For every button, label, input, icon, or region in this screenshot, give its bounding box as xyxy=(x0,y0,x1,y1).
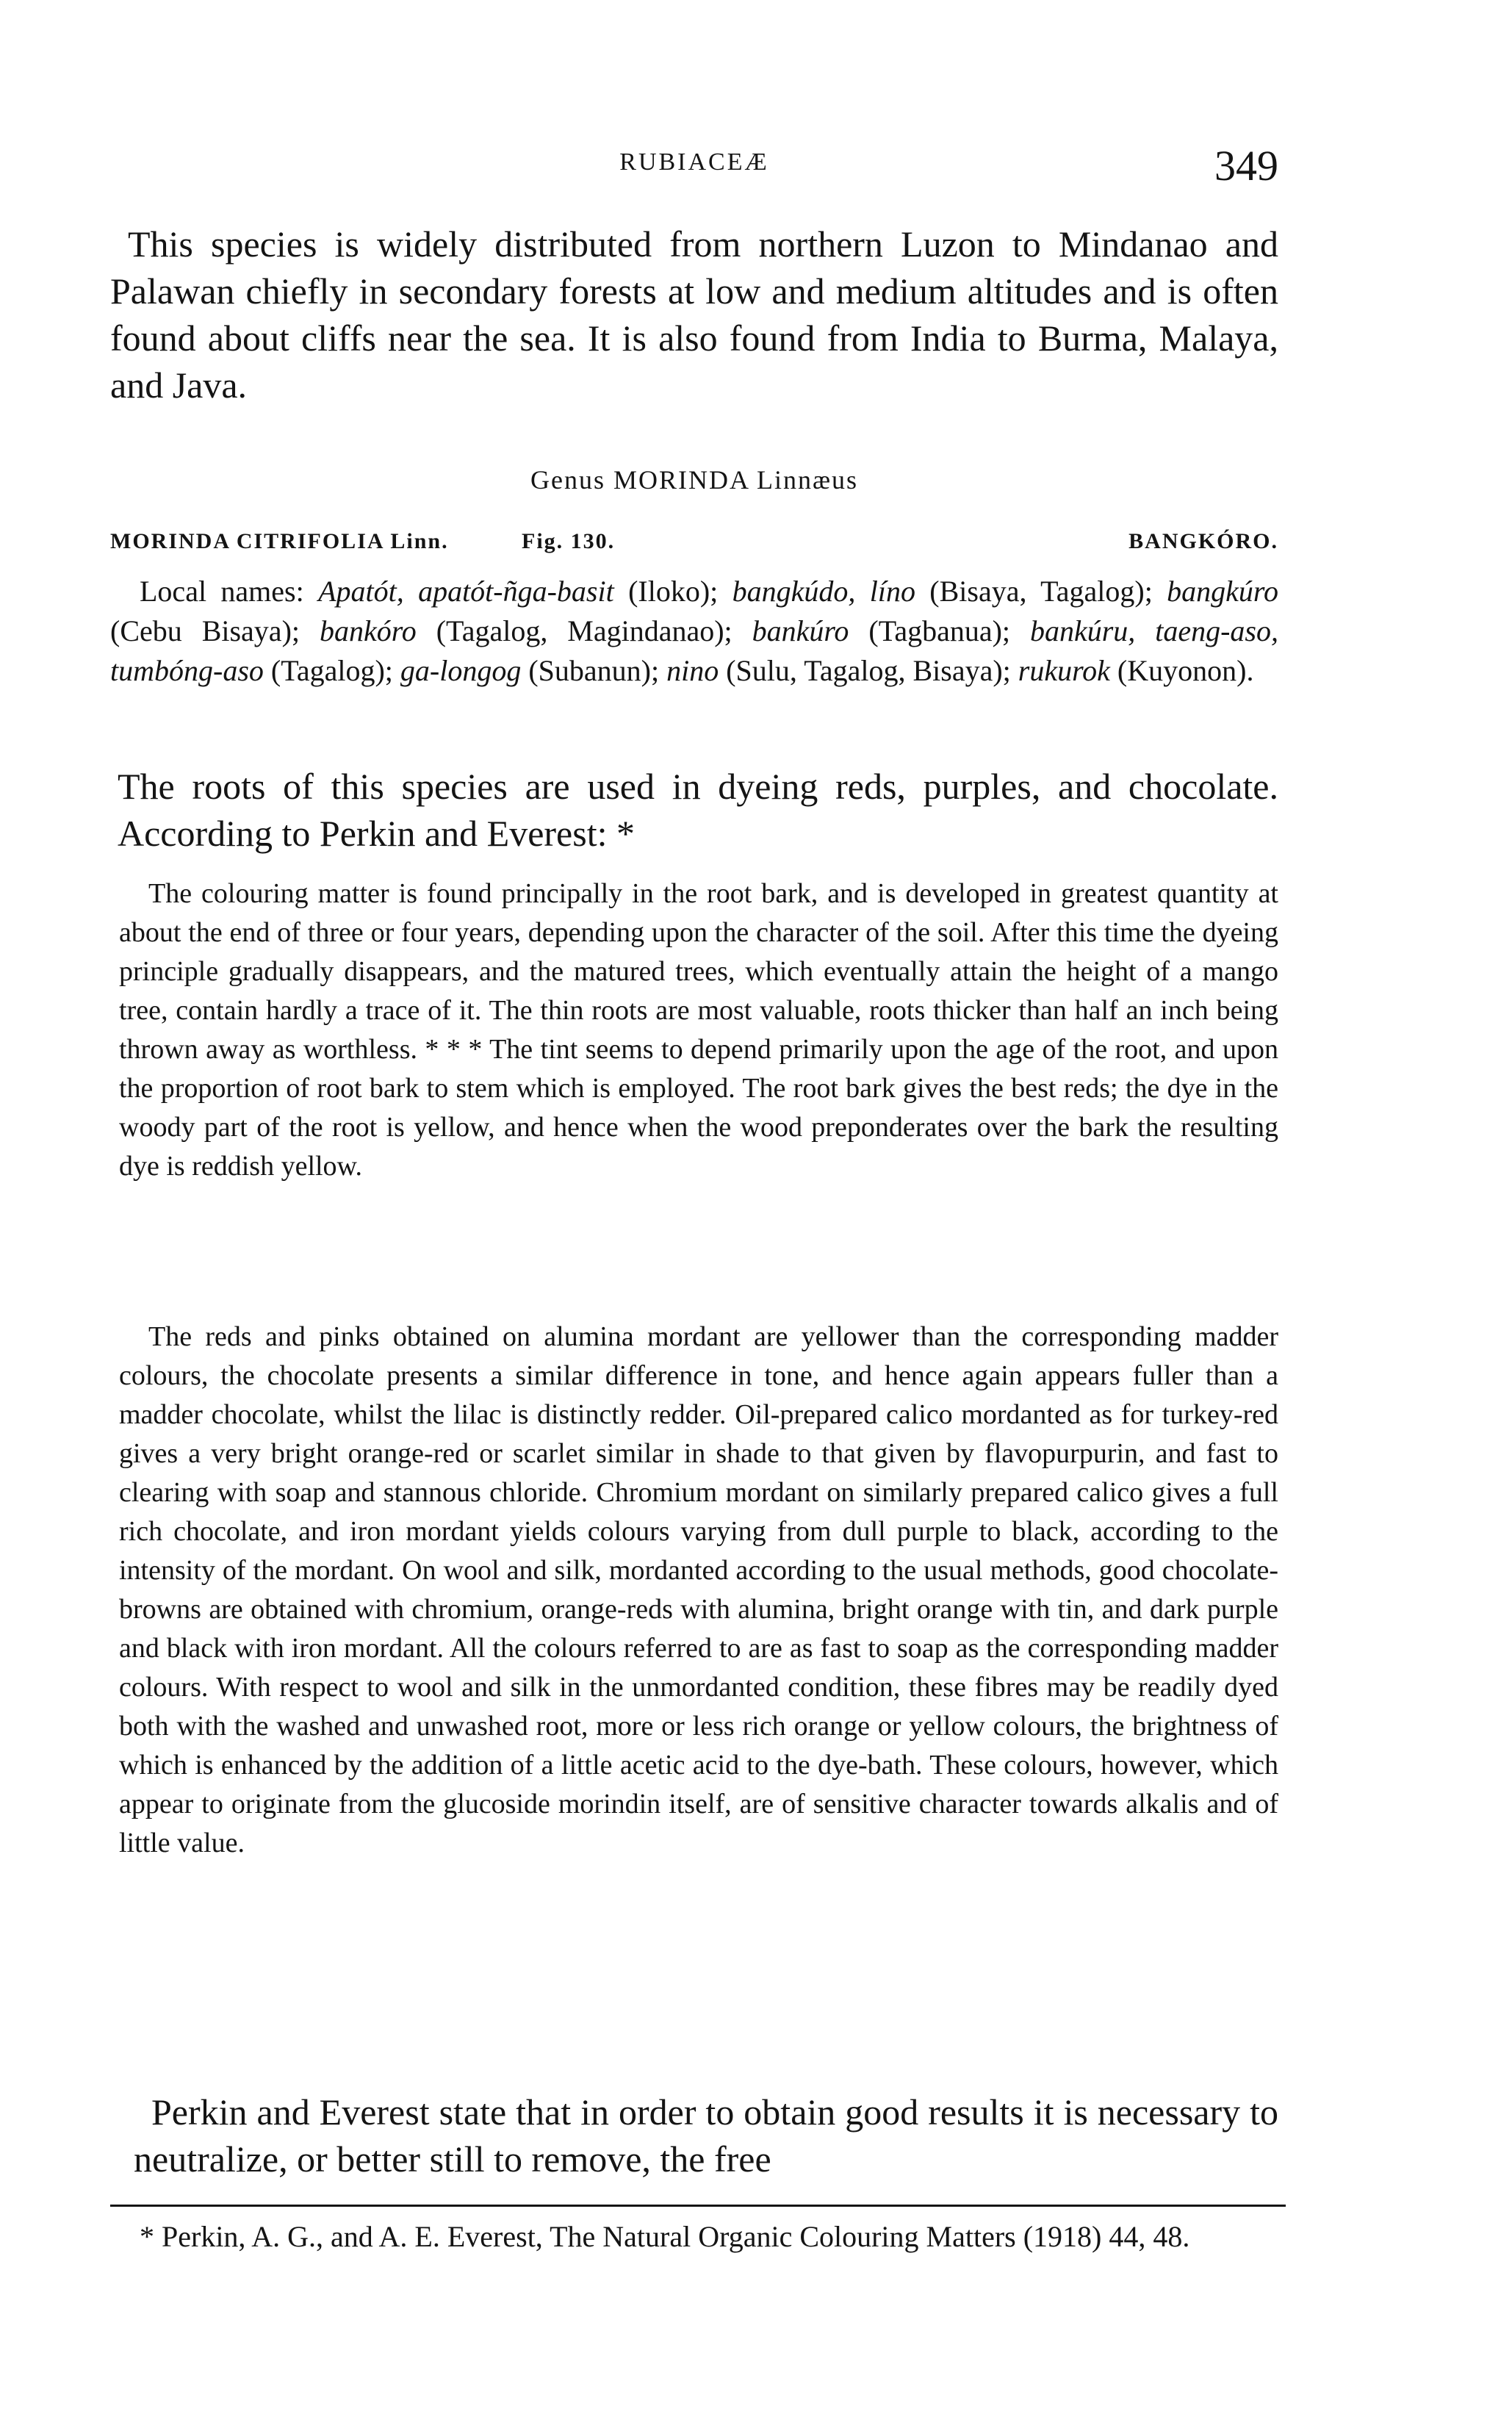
local-name: bankóro xyxy=(319,614,417,647)
local-name-language: (Sulu, Tagalog, Bisaya); xyxy=(719,654,1018,687)
local-name: ga-longog xyxy=(400,654,522,687)
quote-paragraph-1: The colouring matter is found principally in the root bark, and is developed in greatest quantity at about the end of three or four years, depending upon the character of the soil. After this time the dyeing principle gradually disappears, and the matured trees, which eventually attain the height of a mango tree, contain hardly a trace of it. The thin roots are most valuable, roots thicker than half an inch being thrown away as worthless. * * * The tint seems to depend primarily upon the age of the root, and upon the proportion of root bark to stem which is employed. The root bark gives the best reds; the dye in the woody part of the root is yellow, and hence when the wood preponderates over the bark the resulting dye is reddish yellow. xyxy=(119,878,1278,1182)
local-name-language: (Subanun); xyxy=(521,654,667,687)
local-names-paragraph xyxy=(110,572,1278,691)
local-name: bangkúro xyxy=(1167,575,1278,608)
local-name: bangkúdo, líno xyxy=(732,575,915,608)
footnote-rule xyxy=(110,2205,1286,2207)
running-title: RUBIACEÆ xyxy=(619,148,769,176)
figure-reference: Fig. 130. xyxy=(522,529,616,553)
footnote: * Perkin, A. G., and A. E. Everest, The Natural Organic Colouring Matters (1918) 44, 48. xyxy=(140,2220,1190,2253)
species-name: MORINDA CITRIFOLIA Linn. xyxy=(110,529,449,553)
local-name-language: (Iloko); xyxy=(613,575,732,608)
local-name-language: (Tagalog, Magindanao); xyxy=(416,614,752,647)
local-name-language: (Tagalog); xyxy=(263,654,400,687)
species-common-name: BANGKÓRO. xyxy=(1128,529,1278,553)
local-name: nino xyxy=(666,654,719,687)
species-heading xyxy=(110,529,1278,566)
local-name-language: (Kuyonon). xyxy=(1109,654,1254,687)
local-name: bankúro xyxy=(752,614,849,647)
running-head xyxy=(110,141,1278,193)
closing-paragraph: Perkin and Everest state that in order to obtain good results it is necessary to neutralize, or better still to remove, the free xyxy=(134,2091,1278,2180)
intro-paragraph: This species is widely distributed from northern Luzon to Mindanao and Palawan chiefly in secondary forests at low and medium altitudes and is often found about cliffs near the sea. It is also found from India to Burma, Malaya, and Java. xyxy=(110,223,1278,406)
local-name: bankúru, taeng-aso, tumbóng-aso xyxy=(110,614,1279,687)
local-names-label: Local names: xyxy=(140,575,304,608)
local-name: rukurok xyxy=(1018,654,1110,687)
local-name-language: (Tagbanua); xyxy=(849,614,1030,647)
uses-paragraph: The roots of this species are used in dyeing reds, purples, and chocolate. According to Perkin and Everest: * xyxy=(118,766,1278,854)
page-number: 349 xyxy=(1214,142,1278,190)
local-name-language: (Bisaya, Tagalog); xyxy=(915,575,1167,608)
local-name-language: (Cebu Bisaya); xyxy=(110,614,320,647)
genus-heading: Genus MORINDA Linnæus xyxy=(530,465,858,495)
local-name: Apatót, apatót-ñga-basit xyxy=(318,575,614,608)
quote-paragraph-2: The reds and pinks obtained on alumina mordant are yellower than the corresponding madder colours, the chocolate presents a similar difference in tone, and hence again appears fuller than a madder chocolate, whilst the lilac is distinctly redder. Oil-prepared calico mordanted as for turkey-red gives a very bright orange-red or scarlet similar in shade to that given by flavopurpurin, and fast to clearing with soap and stannous chloride. Chromium mordant on similarly prepared calico gives a full rich chocolate, and iron mordant yields colours varying from dull purple to black, according to the intensity of the mordant. On wool and silk, mordanted according to the usual methods, good chocolate-browns are obtained with chromium, orange-reds with alumina, bright orange with tin, and dark purple and black with iron mordant. All the colours referred to are as fast to soap as the corresponding madder colours. With respect to wool and silk in the unmordanted condition, these fibres may be readily dyed both with the washed and unwashed root, more or less rich orange or yellow colours, the brightness of which is enhanced by the addition of a little acetic acid to the dye-bath. These colours, however, which appear to originate from the glucoside morindin itself, are of sensitive character towards alkalis and of little value. xyxy=(119,1321,1278,1858)
